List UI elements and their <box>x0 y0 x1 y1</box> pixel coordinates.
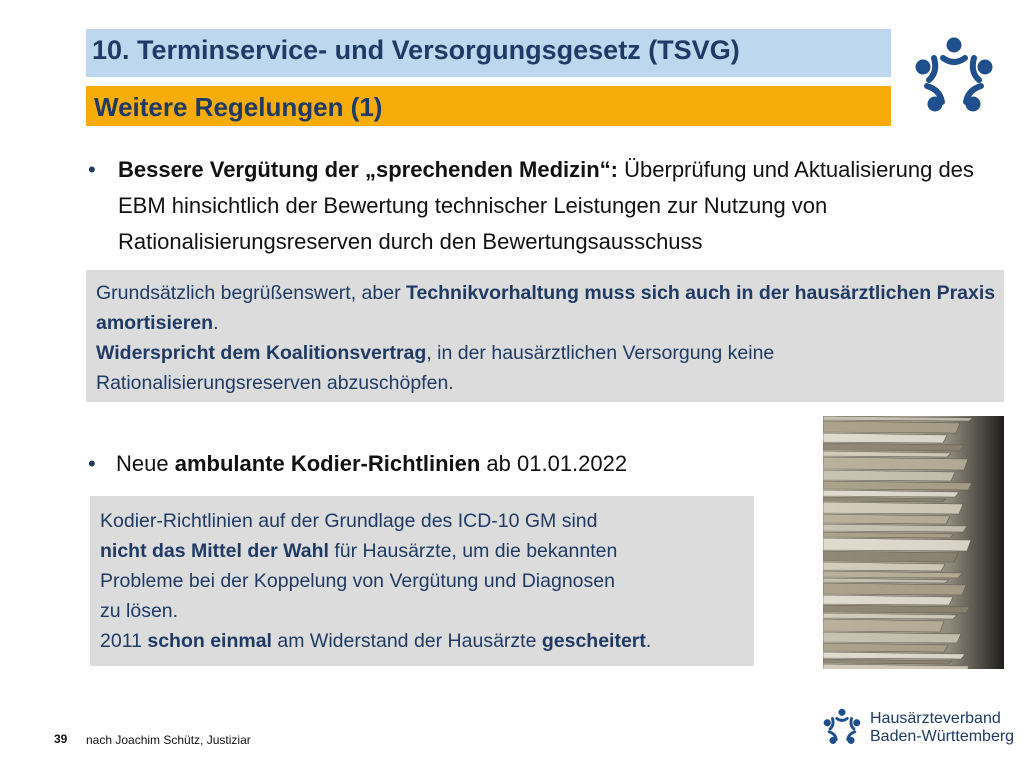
footer-credit: nach Joachim Schütz, Justiziar <box>86 733 251 747</box>
comment-bold-part: Technikvorhaltung muss sich auch in der hausärztlichen Praxis amortisieren <box>96 282 996 334</box>
org-name-line2: Baden-Württemberg <box>870 728 1015 745</box>
comment-text-part: Kodier-Richtlinien auf der Grundlage des ICD-10 GM sind <box>100 510 598 532</box>
comment-text-part: . <box>213 312 219 334</box>
bullet-text <box>118 152 1008 260</box>
file-stack-photo <box>823 416 1004 669</box>
title-bar <box>86 29 891 77</box>
comment-text-part: . <box>645 630 652 652</box>
bullet-dot-icon: • <box>88 451 96 476</box>
bullet-text <box>116 451 627 476</box>
bullet-text-part: Neue <box>116 451 175 476</box>
page-number: 39 <box>54 732 68 746</box>
page-subtitle: Weitere Regelungen (1) <box>94 92 383 122</box>
comment-bold-part: gescheitert <box>541 630 646 652</box>
logo-icon <box>912 36 996 120</box>
comment-text-part: am Widerstand der Hausärzte <box>271 630 542 652</box>
bullet-item-kodier <box>88 446 788 482</box>
comment-text-part: für Hausärzte, um die bekannten <box>328 540 618 562</box>
org-name-line1: Hausärzteverband <box>870 710 1001 727</box>
comment-text-part: , in der hausärztlichen Versorgung keine Rationalisierungsreserven abzuschöpfen. <box>96 342 775 394</box>
bullet-bold-text: ambulante Kodier-Richtlinien <box>174 451 481 476</box>
organization-name <box>870 710 1014 746</box>
comment-bold-part: schon einmal <box>147 630 272 652</box>
logo-icon <box>822 708 862 748</box>
bullet-text-part: ab 01.01.2022 <box>480 451 628 476</box>
comment-bold-part: Widerspricht dem Koalitionsvertrag <box>96 342 427 364</box>
bullet-dot-icon: • <box>88 157 96 182</box>
bullet-rest-text: Überprüfung und Aktualisierung des EBM hinsichtlich der Bewertung technischer Leistungen zur Nutzung von Rationalisierungsreserven durch den Bewertungsausschuss <box>118 157 974 254</box>
comment-text-part: zu lösen. <box>100 600 179 622</box>
comment-text-part: Grundsätzlich begrüßenswert, aber <box>96 282 406 304</box>
page-title: 10. Terminservice- und Versorgungsgesetz (TSVG) <box>92 35 740 65</box>
comment-bold-part: nicht das Mittel der Wahl <box>100 540 329 562</box>
comment-text <box>100 506 750 656</box>
comment-box-2 <box>90 496 754 666</box>
comment-text <box>96 278 996 398</box>
comment-box-1 <box>86 270 1004 402</box>
comment-text-part: Probleme bei der Koppelung von Vergütung und Diagnosen <box>100 570 615 592</box>
comment-text-part: 2011 <box>100 630 148 652</box>
subtitle-bar <box>86 86 891 126</box>
bullet-bold-text: Bessere Vergütung der „sprechenden Medizin“: <box>118 157 619 182</box>
bullet-item-verguetung <box>88 152 1008 260</box>
